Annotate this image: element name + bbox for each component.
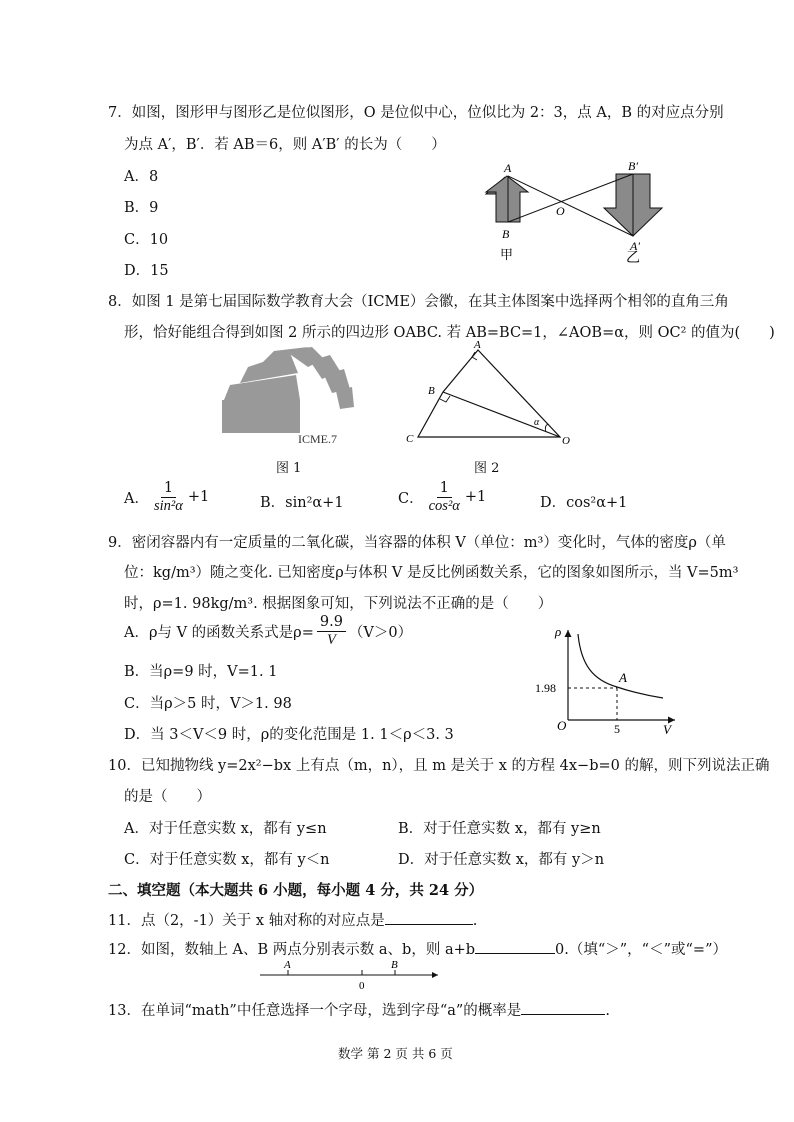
q8-option-a-num: 1 [161,480,176,498]
q10-stem-line2: 的是（ ） [124,789,211,805]
q8-option-c-suffix: +1 [464,489,487,506]
q9-option-a-num: 9.9 [317,614,346,632]
q12-end: 0.（填“＞”，“＜”或“=”） [555,942,727,958]
q9-option-a-den: V [326,631,336,648]
q12-answer-blank[interactable] [475,939,555,954]
q7-option-b: B．9 [124,200,159,216]
q9-graph-point-a: A [619,670,627,685]
q9-stem-line2: 位：kg/m³）随之变化. 已知密度ρ与体积 V 是反比例函数关系，它的图象如图所示，当 V=5m³ [124,565,739,581]
q8-label-c: C [406,433,414,445]
q13-end: . [605,1003,610,1019]
q9-option-a [124,614,412,648]
q8-option-c-num: 1 [437,480,452,498]
q11-stem [108,909,477,930]
q8-option-a-prefix: A． [124,490,149,507]
q7-label-b-prime: B′ [628,159,638,173]
q7-option-d: D．15 [124,263,169,279]
q9-stem-line1: 9．密闭容器内有一定质量的二氧化碳，当容器的体积 V（单位：m³）变化时，气体的密度ρ（单 [108,535,726,551]
q9-inverse-graph [535,620,685,735]
q9-graph-x-tick: 5 [614,722,620,735]
q9-option-c: C．当ρ＞5 时，V＞1. 98 [124,696,292,712]
q8-option-b: B．sin²α+1 [260,495,344,511]
q8-label-b: B [428,385,435,397]
q7-label-a: A [504,161,512,175]
q13-text: 13．在单词“math”中任意选择一个字母，选到字母“a”的概率是 [108,1003,522,1019]
q12-text: 12．如图，数轴上 A、B 两点分别表示数 a、b，则 a+b [108,942,476,958]
q9-option-a-suffix: （V＞0） [348,624,413,641]
q7-label-a-prime: A′ [630,239,640,253]
q7-label-yi: 乙 [626,250,640,266]
q12-stem [108,938,727,959]
q8-figure2-caption: 图 2 [474,461,500,476]
q7-label-o: O [556,204,565,218]
q8-label-alpha: α [534,417,540,428]
q10-option-c: C．对于任意实数 x，都有 y＜n [124,852,330,868]
q8-option-c-den: cos²α [428,497,460,514]
q8-option-c [398,480,486,514]
q9-graph-y-label: ρ [555,624,562,639]
q8-option-d: D．cos²α+1 [540,495,628,511]
q7-option-c: C．10 [124,232,169,248]
q8-stem-line1: 8．如图 1 是第七届国际数学教育大会（ICME）会徽，在其主体图案中选择两个相邻的直角三角 [108,294,729,310]
q8-icme-logo-figure [212,345,362,445]
q10-stem-line1: 10．已知抛物线 y=2x²−bx 上有点（m，n），且 m 是关于 x 的方程 4x−b=0 的解，则下列说法正确 [108,758,770,774]
q12-axis-label-a: A [284,959,291,971]
q8-label-a: A [474,340,481,351]
q9-graph-x-label: V [663,722,671,735]
q8-option-a [124,480,209,514]
q9-option-b: B．当ρ=9 时，V=1. 1 [124,664,278,680]
q10-option-b: B．对于任意实数 x，都有 y≥n [398,821,601,837]
q7-option-a: A．8 [124,169,159,185]
q13-answer-blank[interactable] [521,1000,605,1015]
q9-graph-y-tick: 1.98 [535,681,556,695]
q8-figure1-caption: 图 1 [276,461,302,476]
q7-label-b: B [502,227,510,241]
q12-number-line [258,958,443,992]
q8-quadrilateral-figure [398,340,578,450]
q7-stem-line2: 为点 A′，B′．若 AB＝6，则 A′B′ 的长为（ ） [124,137,446,153]
q9-stem-line3: 时，ρ=1. 98kg/m³. 根据图象可知，下列说法不正确的是（ ） [124,596,553,612]
q7-homothety-figure [478,158,678,268]
q10-option-a: A．对于任意实数 x，都有 y≤n [124,821,327,837]
q12-axis-label-b: B [391,959,398,971]
q8-option-a-den: sin²α [153,497,183,514]
q9-graph-origin: O [557,718,567,733]
q8-stem-line2: 形，恰好能组合得到如图 2 所示的四边形 OABC. 若 AB=BC=1，∠AOB=α，则 OC² 的值为( ) [124,325,775,341]
q8-logo-text: ICME.7 [298,432,337,445]
q12-axis-label-zero: 0 [359,980,365,992]
q10-option-d: D．对于任意实数 x，都有 y＞n [398,852,605,868]
q9-option-a-prefix: A．ρ与 V 的函数关系式是ρ= [124,624,314,641]
q11-end: . [472,913,478,929]
q11-text: 11．点（2，-1）关于 x 轴对称的对应点是 [108,913,385,929]
q8-option-c-prefix: C． [398,490,424,507]
q7-label-jia: 甲 [500,248,514,263]
page-footer: 数学 第 2 页 共 6 页 [338,1046,453,1061]
q13-stem [108,999,610,1020]
q8-label-o: O [562,435,570,447]
q8-option-a-suffix: +1 [187,489,210,506]
q11-answer-blank[interactable] [385,910,473,925]
q7-stem-line1: 7．如图，图形甲与图形乙是位似图形，O 是位似中心，位似比为 2：3，点 A，B 的对应点分别 [108,105,724,121]
q9-option-d: D．当 3＜V＜9 时，ρ的变化范围是 1. 1＜ρ＜3. 3 [124,727,454,743]
section2-heading: 二、填空题（本大题共 6 小题，每小题 4 分，共 24 分） [108,882,484,899]
